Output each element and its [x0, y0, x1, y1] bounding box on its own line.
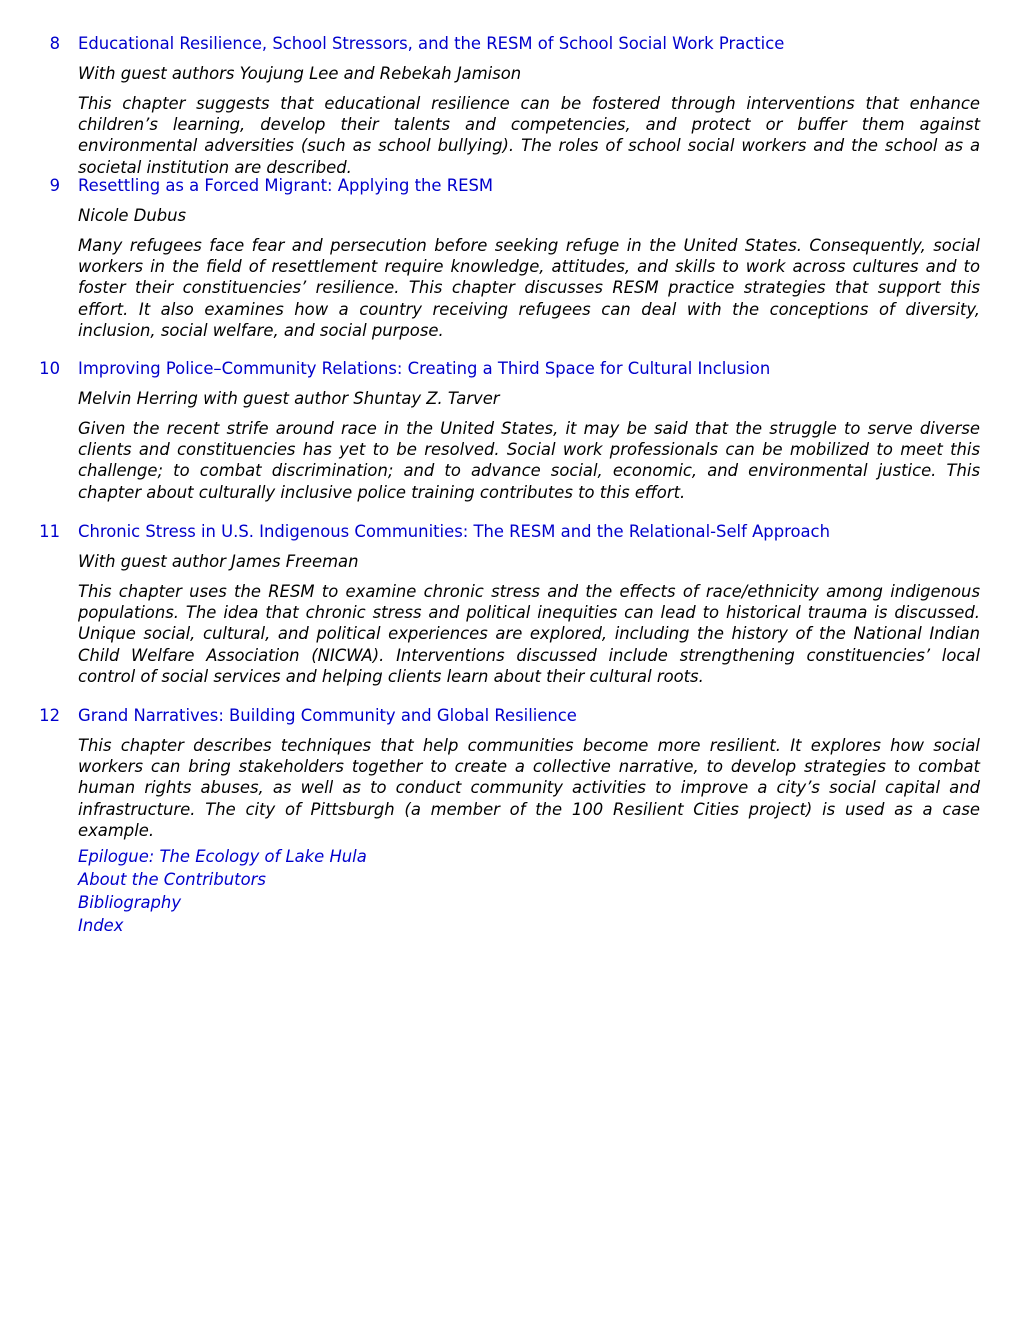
- chapter-number: 10: [39, 359, 60, 378]
- about-contributors-link[interactable]: About the Contributors: [78, 870, 266, 889]
- toc-entry-chapter-12: [0, 705, 1020, 840]
- toc-entry-chapter-9: [0, 175, 1020, 340]
- chapter-summary: This chapter suggests that educational resilience can be fostered through interventions that enhance children’s learning, develop their talents and competencies, and protect or buffer them against environmental adversities (such as school bullying). The roles of school social workers and the school as a societal institution are described.: [78, 94, 980, 177]
- chapter-summary: This chapter describes techniques that help communities become more resilient. It explores how social workers can bring stakeholders together to create a collective narrative, to develop strategies to combat human rights abuses, as well as to conduct community activities to improve a city’s social capital and infrastructure. The city of Pittsburgh (a member of the 100 Resilient Cities project) is used as a case example.: [78, 736, 980, 840]
- epilogue-link[interactable]: Epilogue: The Ecology of Lake Hula: [78, 847, 367, 866]
- chapter-number: 9: [49, 176, 60, 195]
- chapter-number: 11: [39, 522, 60, 541]
- toc-entry-chapter-8: [0, 33, 1020, 177]
- chapter-heading: [0, 705, 1020, 727]
- chapter-heading: [0, 175, 1020, 197]
- chapter-title-link[interactable]: Resettling as a Forced Migrant: Applying the RESM: [78, 176, 493, 195]
- chapter-number: 8: [49, 34, 60, 53]
- index-link[interactable]: Index: [78, 916, 124, 935]
- chapter-author: With guest author James Freeman: [78, 552, 359, 571]
- chapter-title-link[interactable]: Educational Resilience, School Stressors, and the RESM of School Social Work Practice: [78, 34, 785, 53]
- chapter-title-link[interactable]: Grand Narratives: Building Community and Global Resilience: [78, 706, 577, 725]
- chapter-heading: [0, 521, 1020, 543]
- chapter-heading: [0, 358, 1020, 380]
- chapter-author: With guest authors Youjung Lee and Rebekah Jamison: [78, 64, 522, 83]
- chapter-title-link[interactable]: Improving Police–Community Relations: Creating a Third Space for Cultural Inclusion: [78, 359, 771, 378]
- chapter-author: Melvin Herring with guest author Shuntay Z. Tarver: [78, 389, 500, 408]
- chapter-author: Nicole Dubus: [78, 206, 187, 225]
- toc-entry-chapter-10: [0, 358, 1020, 502]
- bibliography-link[interactable]: Bibliography: [78, 893, 182, 912]
- chapter-summary: Many refugees face fear and persecution before seeking refuge in the United States. Consequently, social workers in the field of resettlement require knowledge, attitudes, and skills to work across cultures and to foster their constituencies’ resilience. This chapter discusses RESM practice strategies that support this effort. It also examines how a country receiving refugees can deal with the conceptions of diversity, inclusion, social welfare, and social purpose.: [78, 236, 980, 340]
- toc-entry-chapter-11: [0, 521, 1020, 686]
- chapter-summary: Given the recent strife around race in the United States, it may be said that the struggle to serve diverse clients and constituencies has yet to be resolved. Social work professionals can be mobilized to meet this challenge; to combat discrimination; and to advance social, economic, and environmental justice. This chapter about culturally inclusive police training contributes to this effort.: [78, 419, 980, 502]
- chapter-title-link[interactable]: Chronic Stress in U.S. Indigenous Communities: The RESM and the Relational-Self Approach: [78, 522, 830, 541]
- chapter-heading: [0, 33, 1020, 55]
- chapter-number: 12: [39, 706, 60, 725]
- back-matter-list: [78, 845, 678, 937]
- chapter-summary: This chapter uses the RESM to examine chronic stress and the effects of race/ethnicity among indigenous populations. The idea that chronic stress and political inequities can lead to historical trauma is discussed. Unique social, cultural, and political experiences are explored, including the history of the National Indian Child Welfare Association (NICWA). Interventions discussed include strengthening constituencies’ local control of social services and helping clients learn about their cultural roots.: [78, 582, 980, 686]
